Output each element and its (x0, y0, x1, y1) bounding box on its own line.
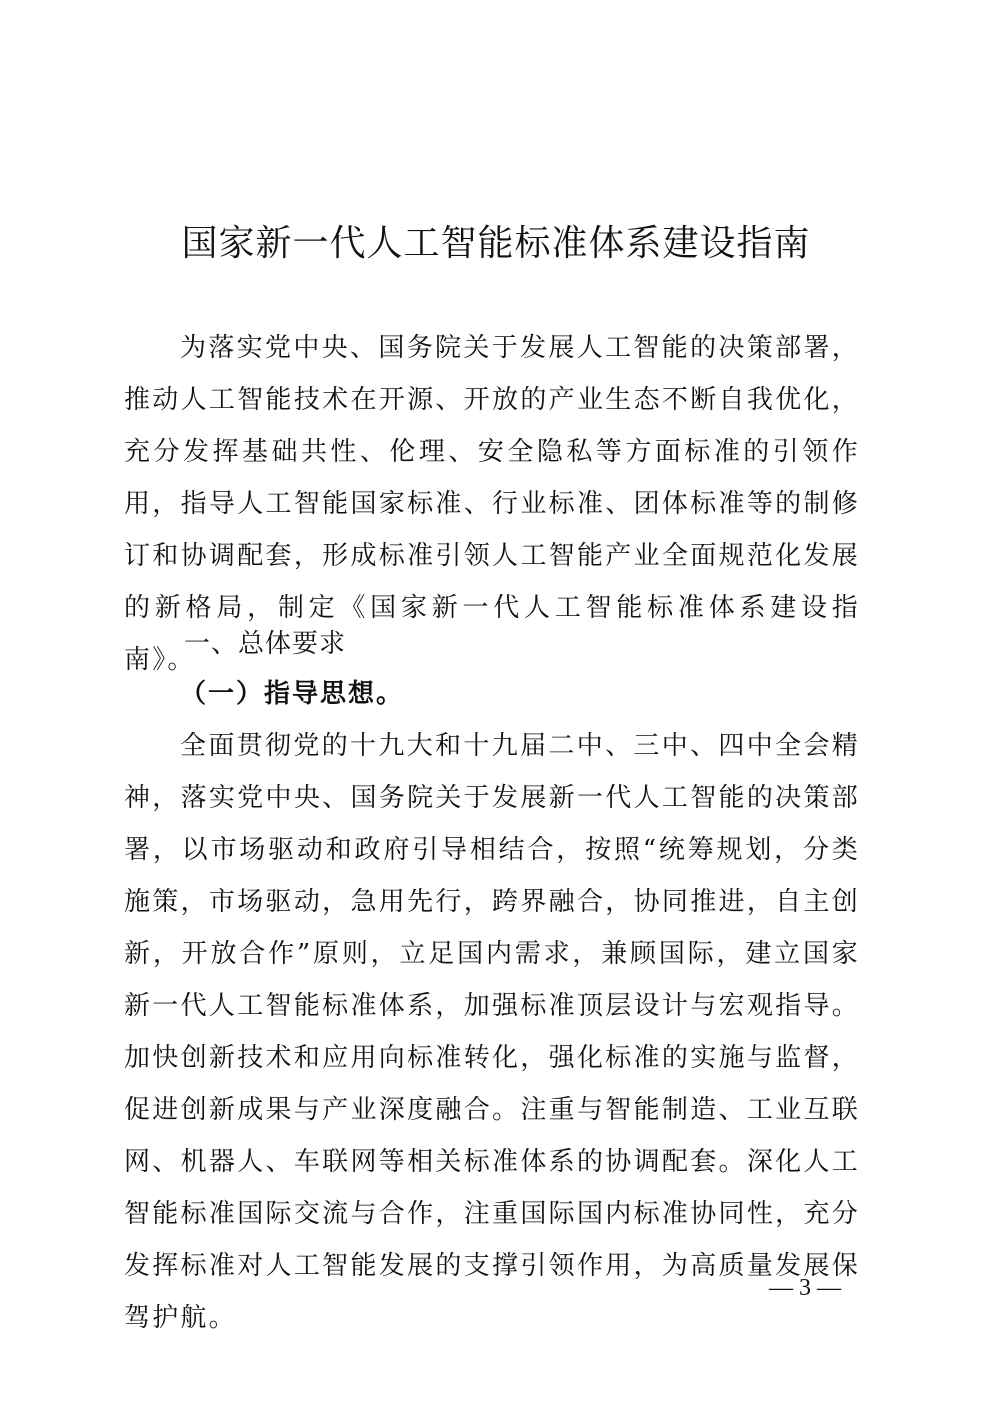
guiding-ideology-paragraph: 全面贯彻党的十九大和十九届二中、三中、四中全会精神，落实党中央、国务院关于发展新一代人工智能的决策部署，以市场驱动和政府引导相结合，按照“统筹规划，分类施策，市场驱动，急用先行，跨界融合，协同推进，自主创新，开放合作”原则，立足国内需求，兼顾国际，建立国家新一代人工智能标准体系，加强标准顶层设计与宏观指导。加快创新技术和应用向标准转化，强化标准的实施与监督，促进创新成果与产业深度融合。注重与智能制造、工业互联网、机器人、车联网等相关标准体系的协调配套。深化人工智能标准国际交流与合作，注重国际国内标准协同性，充分发挥标准对人工智能发展的支撑引领作用，为高质量发展保驾护航。 (124, 731, 860, 1333)
guiding-ideology-section (124, 720, 860, 1344)
intro-paragraph: 为落实党中央、国务院关于发展人工智能的决策部署，推动人工智能技术在开源、开放的产业生态不断自我优化，充分发挥基础共性、伦理、安全隐私等方面标准的引领作用，指导人工智能国家标准、行业标准、团体标准等的制修订和协调配套，形成标准引领人工智能产业全面规范化发展的新格局，制定《国家新一代人工智能标准体系建设指南》。 (124, 333, 860, 675)
page-number: — 3 — (769, 1275, 841, 1301)
subsection-heading-guiding-ideology: （一）指导思想。 (180, 679, 405, 709)
document-title: 国家新一代人工智能标准体系建设指南 (181, 223, 811, 264)
section-heading-general-requirements: 一、总体要求 (184, 629, 347, 659)
